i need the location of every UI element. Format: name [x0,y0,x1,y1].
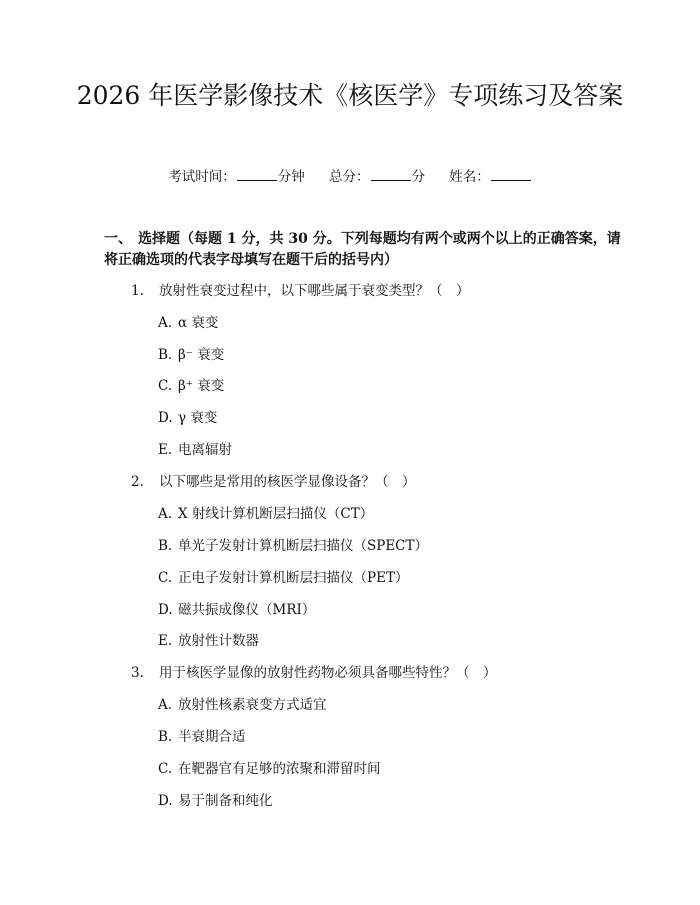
name-field [449,166,532,188]
option-text: 单光子发射计算机断层扫描仪（SPECT） [178,538,429,554]
option-letter: A. [158,697,173,713]
question-number: 3. [131,665,144,681]
option-2c [158,568,408,588]
option-text: α 衰变 [178,315,219,331]
exam-meta [0,166,700,188]
option-2a [158,504,373,524]
question-number: 2. [131,474,144,490]
name-blank [491,166,531,181]
option-text: β⁻ 衰变 [178,347,225,363]
option-letter: B. [158,729,173,745]
option-letter: A. [158,506,173,522]
option-3b [158,727,246,747]
option-text: γ 衰变 [178,410,218,426]
question-text: 放射性衰变过程中，以下哪些属于衰变类型？（ ） [159,283,470,299]
option-2b [158,536,428,556]
option-letter: C. [158,570,173,586]
total-score-label: 总分： [329,169,370,185]
section-number: 一、 [104,231,132,247]
exam-time-unit: 分钟 [277,169,305,185]
option-letter: E. [158,442,173,458]
question-text: 以下哪些是常用的核医学显像设备？（ ） [159,474,416,490]
total-score-blank [371,166,411,181]
option-letter: A. [158,315,173,331]
option-text: 放射性计数器 [178,633,259,649]
option-1d [158,408,217,428]
option-letter: D. [158,410,173,426]
option-letter: C. [158,761,173,777]
option-text: 磁共振成像仪（MRI） [178,602,316,618]
total-score-field [329,166,425,188]
option-2e [158,631,259,651]
option-text: β⁺ 衰变 [178,378,225,394]
option-text: 放射性核素衰变方式适宜 [178,697,327,713]
option-2d [158,600,315,620]
option-letter: C. [158,378,173,394]
option-1e [158,440,232,460]
option-text: 半衰期合适 [178,729,246,745]
question-3 [131,663,497,683]
option-letter: D. [158,793,173,809]
option-text: 在靶器官有足够的浓聚和滞留时间 [178,761,381,777]
total-score-unit: 分 [411,169,425,185]
option-text: X 射线计算机断层扫描仪（CT） [178,506,374,522]
option-letter: E. [158,633,173,649]
option-3d [158,791,273,811]
option-text: 正电子发射计算机断层扫描仪（PET） [178,570,409,586]
exam-time-label: 考试时间： [168,169,236,185]
option-letter: B. [158,538,173,554]
section-instructions: 选择题（每题 1 分，共 30 分。下列每题均有两个或两个以上的正确答案，请将正确选项的代表字母填写在题干后的括号内） [104,231,621,268]
exam-time-field [168,166,305,188]
option-letter: D. [158,602,173,618]
question-text: 用于核医学显像的放射性药物必须具备哪些特性？（ ） [159,665,497,681]
option-letter: B. [158,347,173,363]
option-1c [158,376,224,396]
option-text: 电离辐射 [178,442,232,458]
question-1 [131,281,470,301]
option-3c [158,759,381,779]
name-label: 姓名： [449,169,490,185]
question-number: 1. [131,283,144,299]
option-1a [158,313,218,333]
option-text: 易于制备和纯化 [178,793,273,809]
exam-time-blank [237,166,277,181]
section-heading [104,229,624,271]
option-3a [158,695,327,715]
question-2 [131,472,416,492]
option-1b [158,345,224,365]
page-title: 2026 年医学影像技术《核医学》专项练习及答案 [76,81,624,110]
